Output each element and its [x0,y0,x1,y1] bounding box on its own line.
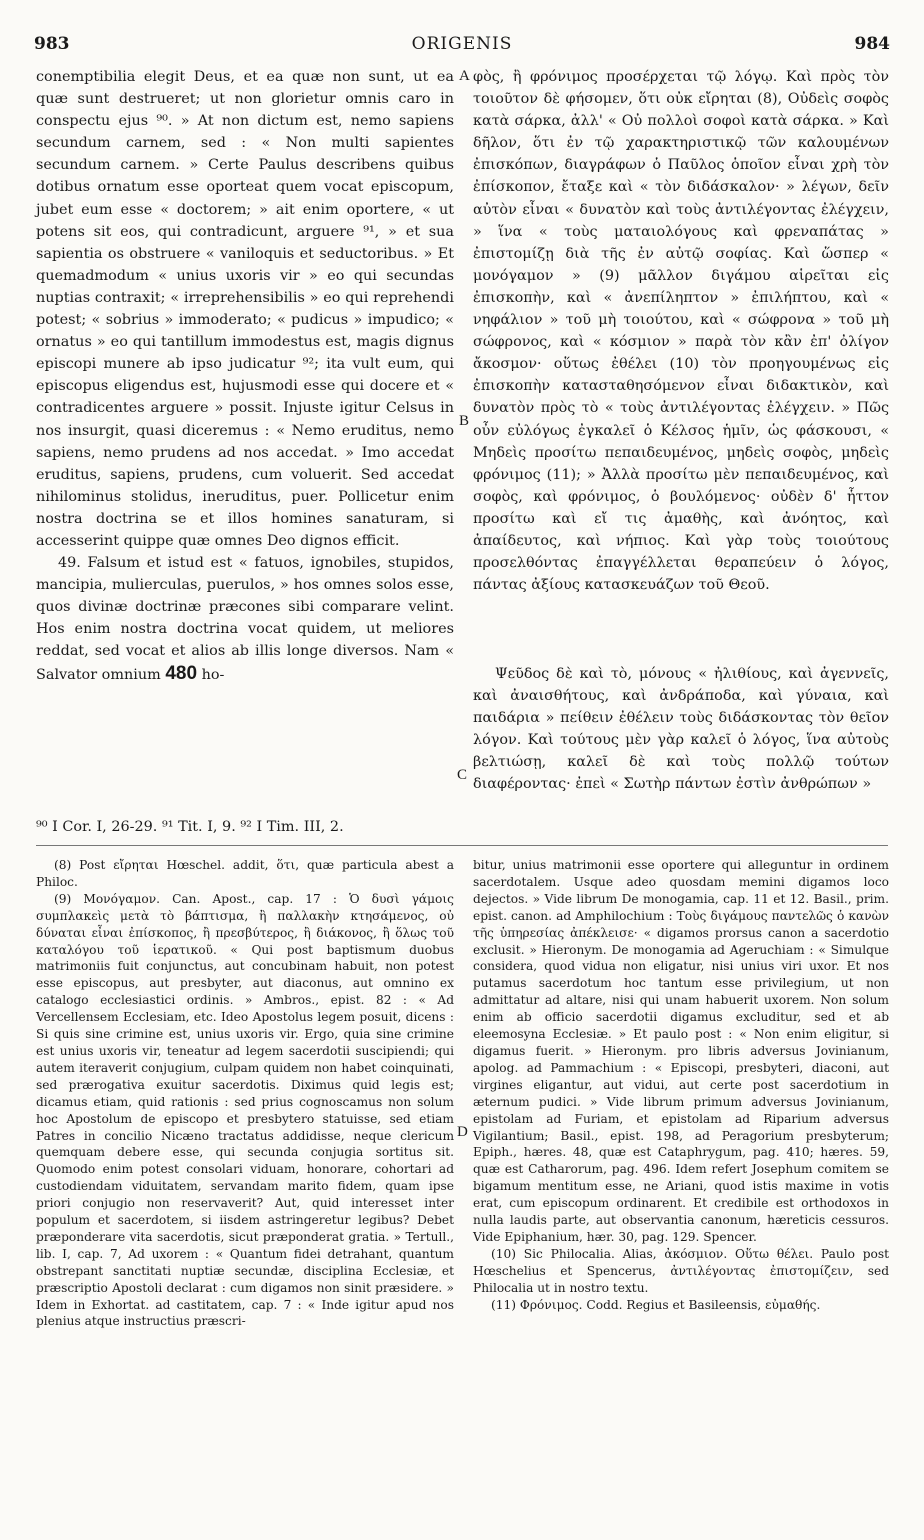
note-11: (11) Φρόνιμος. Codd. Regius et Basileensis, εὐμαθής. [491,1297,821,1312]
margin-letter-b: B [459,413,470,429]
inline-section-number: 480 [165,662,198,684]
margin-letter-c: C [457,767,468,783]
margin-letter-a: A [459,68,470,84]
greek-column-lower [473,663,889,796]
page-number-right: 984 [854,34,890,54]
greek-paragraph-2: Ψεῦδος δὲ καὶ τὸ, μόνους « ἠλιθίους, καὶ ἀγεννεῖς, καὶ ἀναισθήτους, καὶ ἀνδράποδα, καὶ γύναια, καὶ παιδάρια » πείθειν ἐθέλειν τοὺς διδάσκοντας τὸν θεῖον λόγον. Καὶ τούτους μὲν γὰρ καλεῖ ὁ λόγος, ἵνα αὐτοὺς βελτιώσῃ, καλεῖ δὲ καὶ τοὺς πολλῷ τούτων διαφέροντας· ἐπεὶ « Σωτὴρ πάντων ἐστὶν ἀνθρώπων » [473,666,889,793]
latin-paragraph-49-end: ho- [201,666,225,683]
page-header [34,34,890,60]
latin-paragraph-49 [36,552,454,686]
note-8: (8) Post εἴρηται Hœschel. addit, ὅτι, quæ particula abest a Philoc. [36,858,454,889]
notes-right-column [473,857,889,1313]
running-head: ORIGENIS [411,34,513,54]
divider-rule [36,845,888,846]
scripture-references: ⁹⁰ I Cor. I, 26-29. ⁹¹ Tit. I, 9. ⁹² I Tim. III, 2. [36,819,344,835]
greek-column [473,66,889,596]
latin-paragraph: conemptibilia elegit Deus, et ea quæ non sunt, ut ea quæ sunt destrueret; ut non glorietur omnis caro in conspectu ejus ⁹⁰. » At non dictum est, nemo sapiens secundum carnem, sed : « Non multi sapientes secundum carnem. » Certe Paulus describens quibus dotibus ornatum esse oporteat quem vocat episcopum, jubet eum esse « doctorem; » ait enim oportere, « ut potens sit eos, qui contradicunt, arguere ⁹¹, » et sua sapientia os obstruere « vaniloquis et seductoribus. » Et quemadmodum « unius uxoris vir » eo qui secundas nuptias contraxit; « irreprehensibilis » eo qui reprehendi potest; « sobrius » immoderato; « pudicus » impudico; « ornatus » eo qui tantillum immodestus est, magis dignus episcopi munere ab ipso judicatur ⁹²; ita vult eum, qui episcopus eligendus est, hujusmodi esse qui docere et « contradicentes arguere » possit. Injuste igitur Celsus in nos insurgit, quasi diceremus : « Nemo eruditus, nemo sapiens, nemo prudens ad nos accedat. » Imo accedat eruditus, sapiens, prudens, cum voluerit. Sed accedat nihilominus stolidus, ineruditus, puer. Pollicetur enim nostra doctrina se et illos homines sanaturam, si accesserint quippe quæ omnes Deo dignos efficit. [36,69,454,549]
greek-paragraph: φὸς, ἢ φρόνιμος προσέρχεται τῷ λόγῳ. Καὶ πρὸς τὸν τοιοῦτον δὲ φήσομεν, ὅτι οὐκ εἴρηται (8), Οὐδεὶς σοφὸς κατὰ σάρκα, ἀλλ' « Οὐ πολλοὶ σοφοὶ κατὰ σάρκα. » Καὶ δῆλον, ὅτι ἐν τῷ χαρακτηριστικῷ τῶν καλουμένων ἐπισκόπων, διαγράφων ὁ Παῦλος ὁποῖον εἶναι χρὴ τὸν ἐπίσκοπον, ἔταξε καὶ « τὸν διδάσκαλον· » λέγων, δεῖν αὐτὸν εἶναι « δυνατὸν καὶ τοὺς ἀντιλέγοντας ἐλέγχειν, » ἵνα « τοὺς ματαιολόγους καὶ φρεναπάτας » ἐπιστομίζῃ διὰ τῆς ἐν αὐτῷ σοφίας. Καὶ ὥσπερ « μονόγαμον » (9) μᾶλλον διγάμου αἱρεῖται εἰς ἐπισκοπὴν, καὶ « ἀνεπίληπτον » ἐπιλήπτου, καὶ « νηφάλιον » τοῦ μὴ τοιούτου, καὶ « σώφρονα » τοῦ μὴ σώφρονος, καὶ « κόσμιον » παρὰ τὸν κἂν ἐπ' ὀλίγον ἄκοσμον· οὕτως ἐθέλει (10) τὸν προηγουμένως εἰς ἐπισκοπὴν κατασταθησόμενον εἶναι διδακτικὸν, καὶ δυνατὸν πρὸς τὸ « τοὺς ἀντιλέγοντας ἐλέγχειν. » Πῶς οὖν εὐλόγως ἐγκαλεῖ ὁ Κέλσος ἡμῖν, ὡς φάσκουσι, « Μηδεὶς προσίτω πεπαιδευμένος, μηδεὶς σοφὸς, μηδεὶς φρόνιμος (11); » Ἀλλὰ προσίτω μὲν πεπαιδευμένος, καὶ σοφὸς, καὶ φρόνιμος, ὁ βουλόμενος· οὐδὲν δ' ἧττον προσίτω καὶ εἴ τις ἀμαθὴς, καὶ ἀνόητος, καὶ ἀπαίδευτος, καὶ νήπιος. Καὶ γὰρ τοὺς τοιούτους προσελθόντας ἐπαγγέλλεται θεραπεύειν ὁ λόγος, πάντας ἀξίους κατασκευάζων τοῦ Θεοῦ. [473,69,889,594]
latin-column [36,66,454,686]
latin-paragraph-49-text: 49. Falsum et istud est « fatuos, ignobiles, stupidos, mancipia, mulierculas, puerulos, » hos omnes solos esse, quos divinæ doctrinæ præcones sibi comparare velint. Hos enim nostra doctrina vocat quidem, ut meliores reddat, sed vocat et alios ab illis longe diversos. Nam « Salvator omnium [36,555,454,683]
note-10: (10) Sic Philocalia. Alias, ἀκόσμιον. Οὕτω θέλει. Paulo post Hœschelius et Spencerus, ἀντιλέγοντας ἐπιστομίζειν, sed Philocalia ut in nostro textu. [473,1246,889,1295]
notes-left-column [36,857,454,1330]
margin-letter-d: D [457,1124,468,1140]
note-9: (9) Μονόγαμον. Can. Apost., cap. 17 : Ὁ δυσὶ γάμοις συμπλακεὶς μετὰ τὸ βάπτισμα, ἢ παλλακὴν κτησάμενος, οὐ δύναται εἶναι ἐπίσκοπος, ἢ πρεσβύτερος, ἢ διάκονος, ἢ ὅλως τοῦ καταλόγου τοῦ ἱερατικοῦ. « Qui post baptismum duobus matrimoniis fuit conjunctus, aut concubinam habuit, non potest esse episcopus, aut presbyter, aut diaconus, aut omnino ex catalogo ecclesiastici ordinis. » Ambros., epist. 82 : « Ad Vercellensem Ecclesiam, etc. Ideo Apostolus legem posuit, dicens : Si quis sine crimine est, unius uxoris vir. Ergo, quia sine crimine est unius uxoris vir, teneatur ad legem sacerdotii suscipiendi; qui autem iteraverit conjugium, culpam quidem non habet coinquinati, sed prærogativa exuitur sacerdotis. Diximus quid legis est; dicamus etiam, quid rationis : sed prius cognoscamus non solum hoc Apostolum de episcopo et presbytero statuisse, sed etiam Patres in concilio Nicæno tractatus addidisse, neque clericum quemquam debere esse, qui secunda conjugia sortitus sit. Quomodo enim potest consolari viduam, honorare, cohortari ad custodiendam viduitatem, servandam marito fidem, quam ipse priori conjugio non reservaverit? Aut, quid interesset inter populum et sacerdotem, si iisdem astringeretur legibus? Debet præponderare vita sacerdotis, sicut præponderat gratia. » Tertull., lib. I, cap. 7, Ad uxorem : « Quantum fidei detrahant, quantum obstrepant sanctitati nuptiæ secundæ, disciplina Ecclesiæ, et præscriptio Apostoli declarat : cum digamos non sinit præsidere. » Idem in Exhortat. ad castitatem, cap. 7 : « Inde igitur apud nos plenius atque instructius præscri- [36,891,454,1329]
note-9-continued: bitur, unius matrimonii esse oportere qui alleguntur in ordinem sacerdotalem. Usque adeo quosdam memini digamos loco dejectos. » Vide librum De monogamia, cap. 11 et 12. Basil., prim. epist. canon. ad Amphilochium : Τοὺς διγάμους παντελῶς ὁ κανὼν τῆς ὑπηρεσίας ἀπέκλεισε· « digamos prorsus canon a sacerdotio exclusit. » Hieronym. De monogamia ad Ageruchiam : « Simulque considera, quod vidua non eligatur, nisi unius viri uxor. Et nos putamus sacerdotum hoc tantum esse privilegium, ut non admittatur ad altare, nisi qui unam habuerit uxorem. Non solum enim ab officio sacerdotii digamus excluditur, sed et ab eleemosyna Ecclesiæ. » Et paulo post : « Non enim eligitur, si digamus fuerit. » Hieronym. pro libris adversus Jovinianum, apolog. ad Pammachium : « Episcopi, presbyteri, diaconi, aut virgines eligantur, aut vidui, aut certe post sacerdotium in æternum pudici. » Vide librum primum adversus Jovinianum, epistolam ad Furiam, et epistolam ad Riparium adversus Vigilantium; Basil., epist. 198, ad Peragorium presbyterum; Epiph., hæres. 48, quæ est Cataphrygum, pag. 410; hæres. 59, quæ est Catharorum, pag. 496. Idem refert Josephum comitem se bigamum mentitum esse, ne Ariani, quod istis maxime in votis erat, cum episcopum ordinarent. Et credibile est orthodoxos in nulla laudis parte, aut observantia canonum, hæreticis cessuros. Vide Epiphanium, hær. 30, pag. 129. Spencer. [473,858,889,1244]
page-number-left: 983 [34,34,70,54]
